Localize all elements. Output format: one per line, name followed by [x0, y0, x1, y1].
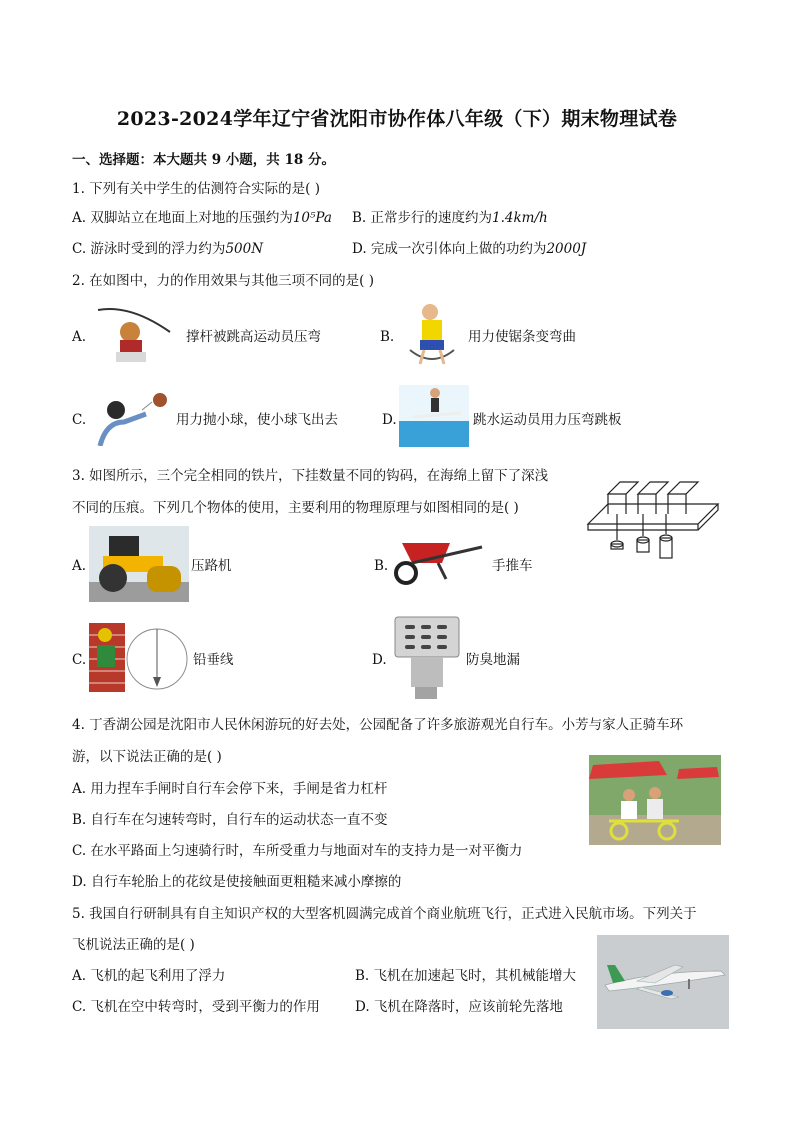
q3-option-b-label: B. [374, 558, 389, 574]
q3-option-a-caption: 压路机 [191, 558, 232, 574]
q2-option-a-label: A. [72, 329, 87, 345]
q5-option-d: D. 飞机在降落时，应该前轮先落地 [355, 999, 563, 1015]
floor-drain-image [389, 613, 464, 701]
q3-stem-line1: 3. 如图所示，三个完全相同的铁片，下挂数量不同的钩码，在海绵上留下了深浅 [72, 468, 549, 484]
q1-option-c: C. 游泳时受到的浮力约为500N [72, 241, 264, 257]
q1-option-a: A. 双脚站立在地面上对地的压强约为10⁵Pa [72, 210, 332, 226]
q4-option-c: C. 在水平路面上匀速骑行时，车所受重力与地面对车的支持力是一对平衡力 [72, 843, 523, 859]
q1-option-b: B. 正常步行的速度约为1.4km/h [352, 210, 548, 226]
airliner-photo [597, 935, 729, 1029]
plumb-line-image [89, 623, 191, 692]
q4-stem-line1: 4. 丁香湖公园是沈阳市人民休闲游玩的好去处，公园配备了许多旅游观光自行车。小芳与家人正骑车环 [72, 717, 684, 733]
q2-option-d-caption: 跳水运动员用力压弯跳板 [473, 412, 622, 428]
q4-option-d: D. 自行车轮胎上的花纹是使接触面更粗糙来减小摩擦的 [72, 874, 402, 890]
wheelbarrow-image [390, 533, 486, 587]
q5-option-b: B. 飞机在加速起飞时，其机械能增大 [355, 968, 577, 984]
bending-saw-image [400, 300, 464, 368]
q2-stem: 2. 在如图中，力的作用效果与其他三项不同的是( ) [72, 273, 374, 289]
section-heading: 一、选择题：本大题共 9 小题，共 18 分。 [72, 152, 335, 168]
road-roller-image [89, 526, 189, 602]
q5-stem-line1: 5. 我国自行研制具有自主知识产权的大型客机圆满完成首个商业航班飞行，正式进入民航市场。下列关于 [72, 906, 697, 922]
q5-option-c: C. 飞机在空中转弯时，受到平衡力的作用 [72, 999, 320, 1015]
q3-option-c-label: C. [72, 652, 87, 668]
q5-stem-line2: 飞机说法正确的是( ) [72, 937, 195, 953]
q2-option-b-label: B. [380, 329, 395, 345]
throwing-ball-image [94, 388, 174, 446]
q2-option-c-caption: 用力抛小球，使小球飞出去 [176, 412, 338, 428]
q3-option-b-caption: 手推车 [492, 558, 533, 574]
q3-option-a-label: A. [72, 558, 87, 574]
diving-board-image [399, 385, 469, 447]
q3-option-c-caption: 铅垂线 [193, 652, 234, 668]
tour-bicycle-photo [589, 755, 721, 845]
q2-option-c-label: C. [72, 412, 87, 428]
pole-vault-image [90, 302, 184, 370]
q3-option-d-caption: 防臭地漏 [466, 652, 520, 668]
q4-option-a: A. 用力捏车手闸时自行车会停下来，手闸是省力杠杆 [72, 781, 388, 797]
q2-option-b-caption: 用力使锯条变弯曲 [468, 329, 576, 345]
q1-stem: 1. 下列有关中学生的估测符合实际的是( ) [72, 181, 320, 197]
q4-stem-line2: 游，以下说法正确的是( ) [72, 749, 222, 765]
exam-title: 2023-2024学年辽宁省沈阳市协作体八年级（下）期末物理试卷 [116, 108, 678, 130]
q5-option-a: A. 飞机的起飞利用了浮力 [72, 968, 226, 984]
q1-option-d: D. 完成一次引体向上做的功约为2000J [352, 241, 587, 257]
q4-option-b: B. 自行车在匀速转弯时，自行车的运动状态一直不变 [72, 812, 388, 828]
q2-option-a-caption: 撑杆被跳高运动员压弯 [186, 329, 321, 345]
q3-stem-line2: 不同的压痕。下列几个物体的使用，主要利用的物理原理与如图相同的是( ) [72, 500, 519, 516]
q3-option-d-label: D. [372, 652, 387, 668]
q2-option-d-label: D. [382, 412, 397, 428]
iron-sheets-sponge-diagram [586, 464, 720, 564]
